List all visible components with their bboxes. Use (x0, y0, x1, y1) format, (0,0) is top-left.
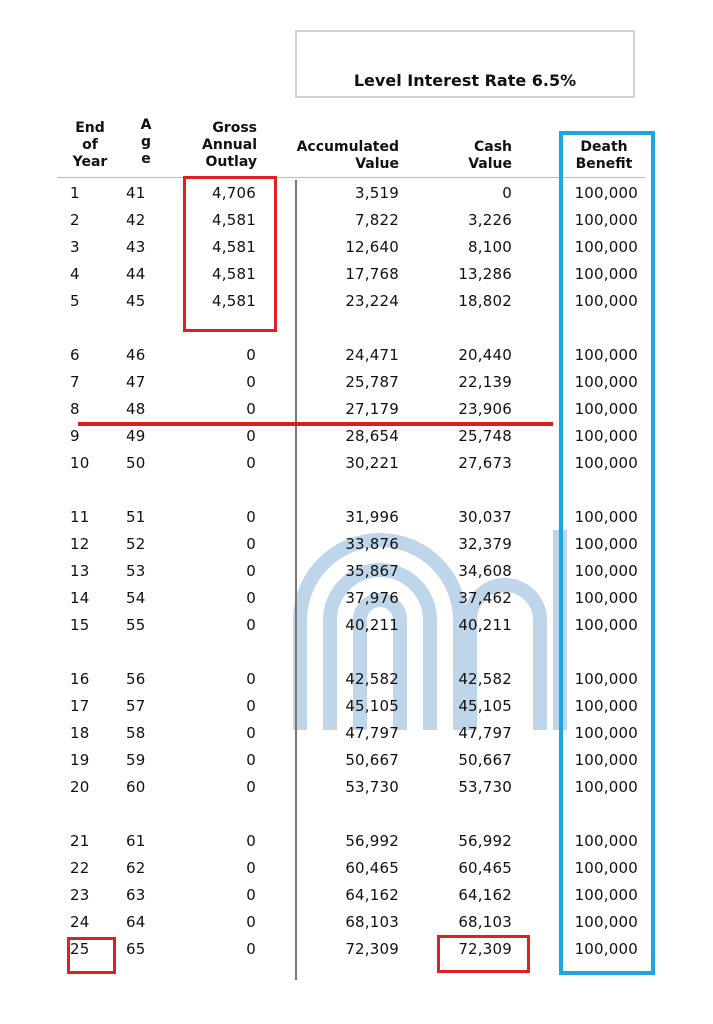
header-line: Death (580, 139, 628, 155)
cell-year: 4 (70, 265, 80, 283)
cell-accumulated: 47,797 (345, 724, 399, 742)
header-accumulated-value (288, 139, 399, 173)
cell-cash: 30,037 (458, 508, 512, 526)
cell-death: 100,000 (574, 454, 638, 472)
cell-cash: 72,309 (458, 940, 512, 958)
cell-age: 43 (126, 238, 146, 256)
cell-age: 57 (126, 697, 146, 715)
cell-cash: 18,802 (458, 292, 512, 310)
header-line: Cash (473, 139, 512, 155)
header-line: Gross (212, 120, 257, 136)
cell-age: 63 (126, 886, 146, 904)
cell-year: 16 (70, 670, 90, 688)
cell-outlay: 0 (246, 778, 256, 796)
red-underline (78, 422, 553, 426)
header-line: Value (468, 156, 512, 172)
cell-outlay: 4,581 (212, 211, 256, 229)
cell-outlay: 0 (246, 751, 256, 769)
cell-age: 41 (126, 184, 146, 202)
cell-cash: 8,100 (468, 238, 512, 256)
cell-age: 46 (126, 346, 146, 364)
cell-age: 64 (126, 913, 146, 931)
cell-cash: 47,797 (458, 724, 512, 742)
cell-outlay: 0 (246, 859, 256, 877)
cell-accumulated: 3,519 (355, 184, 399, 202)
header-line: Value (355, 156, 399, 172)
cell-death: 100,000 (574, 859, 638, 877)
cell-cash: 23,906 (458, 400, 512, 418)
cell-year: 15 (70, 616, 90, 634)
cell-age: 49 (126, 427, 146, 445)
cell-accumulated: 12,640 (345, 238, 399, 256)
cell-age: 65 (126, 940, 146, 958)
cell-death: 100,000 (574, 184, 638, 202)
cash-value-highlight-box (437, 935, 530, 973)
cell-outlay: 0 (246, 373, 256, 391)
cell-outlay: 0 (246, 724, 256, 742)
cell-accumulated: 50,667 (345, 751, 399, 769)
interest-rate-label: Level Interest Rate 6.5% (353, 71, 577, 90)
cell-death: 100,000 (574, 265, 638, 283)
cell-age: 44 (126, 265, 146, 283)
cell-death: 100,000 (574, 670, 638, 688)
cell-year: 25 (70, 940, 90, 958)
header-gross-annual-outlay (180, 120, 257, 171)
header-line: e (141, 151, 151, 167)
cell-accumulated: 28,654 (345, 427, 399, 445)
cell-age: 51 (126, 508, 146, 526)
cell-accumulated: 72,309 (345, 940, 399, 958)
cell-accumulated: 40,211 (345, 616, 399, 634)
cell-outlay: 0 (246, 535, 256, 553)
cell-death: 100,000 (574, 400, 638, 418)
cell-accumulated: 30,221 (345, 454, 399, 472)
cell-outlay: 0 (246, 562, 256, 580)
cell-outlay: 0 (246, 616, 256, 634)
cell-accumulated: 25,787 (345, 373, 399, 391)
cell-outlay: 0 (246, 940, 256, 958)
header-line: g (140, 134, 152, 150)
cell-accumulated: 60,465 (345, 859, 399, 877)
header-age (136, 117, 156, 168)
cell-year: 1 (70, 184, 80, 202)
cell-age: 62 (126, 859, 146, 877)
cell-accumulated: 35,867 (345, 562, 399, 580)
cell-death: 100,000 (574, 913, 638, 931)
cell-death: 100,000 (574, 211, 638, 229)
cell-accumulated: 27,179 (345, 400, 399, 418)
cell-death: 100,000 (574, 346, 638, 364)
cell-year: 22 (70, 859, 90, 877)
cell-cash: 50,667 (458, 751, 512, 769)
cell-year: 8 (70, 400, 80, 418)
header-line: Accumulated (296, 139, 399, 155)
cell-accumulated: 33,876 (345, 535, 399, 553)
cell-death: 100,000 (574, 238, 638, 256)
cell-outlay: 0 (246, 913, 256, 931)
cell-outlay: 4,581 (212, 292, 256, 310)
cell-age: 50 (126, 454, 146, 472)
death-benefit-highlight-box (559, 131, 655, 975)
cell-age: 56 (126, 670, 146, 688)
cell-year: 5 (70, 292, 80, 310)
header-divider (57, 177, 645, 178)
year-25-highlight-box (67, 937, 116, 974)
cell-year: 9 (70, 427, 80, 445)
cell-death: 100,000 (574, 751, 638, 769)
cell-outlay: 4,581 (212, 265, 256, 283)
header-end-of-year (62, 120, 118, 171)
cell-year: 19 (70, 751, 90, 769)
cell-cash: 0 (502, 184, 512, 202)
cell-year: 14 (70, 589, 90, 607)
cell-cash: 32,379 (458, 535, 512, 553)
header-line: Benefit (575, 156, 633, 172)
cell-age: 52 (126, 535, 146, 553)
column-divider (295, 180, 297, 980)
cell-age: 47 (126, 373, 146, 391)
cell-accumulated: 53,730 (345, 778, 399, 796)
cell-death: 100,000 (574, 589, 638, 607)
cell-outlay: 0 (246, 832, 256, 850)
header-line: Annual (202, 137, 257, 153)
cell-year: 3 (70, 238, 80, 256)
cell-death: 100,000 (574, 373, 638, 391)
cell-cash: 40,211 (458, 616, 512, 634)
cell-cash: 68,103 (458, 913, 512, 931)
cell-outlay: 0 (246, 346, 256, 364)
cell-death: 100,000 (574, 832, 638, 850)
cell-accumulated: 56,992 (345, 832, 399, 850)
header-line: Year (72, 154, 108, 170)
cell-outlay: 0 (246, 454, 256, 472)
cell-year: 7 (70, 373, 80, 391)
cell-accumulated: 17,768 (345, 265, 399, 283)
header-line: A (140, 117, 152, 133)
cell-cash: 45,105 (458, 697, 512, 715)
cell-accumulated: 64,162 (345, 886, 399, 904)
cell-death: 100,000 (574, 886, 638, 904)
cell-cash: 25,748 (458, 427, 512, 445)
cell-accumulated: 45,105 (345, 697, 399, 715)
cell-age: 54 (126, 589, 146, 607)
cell-outlay: 0 (246, 670, 256, 688)
cell-year: 21 (70, 832, 90, 850)
cell-outlay: 4,706 (212, 184, 256, 202)
cell-outlay: 0 (246, 697, 256, 715)
cell-year: 23 (70, 886, 90, 904)
cell-outlay: 0 (246, 508, 256, 526)
cell-cash: 42,582 (458, 670, 512, 688)
cell-cash: 22,139 (458, 373, 512, 391)
header-line: End (75, 120, 105, 136)
cell-death: 100,000 (574, 535, 638, 553)
cell-age: 61 (126, 832, 146, 850)
cell-outlay: 0 (246, 589, 256, 607)
cell-age: 58 (126, 724, 146, 742)
cell-accumulated: 37,976 (345, 589, 399, 607)
cell-cash: 37,462 (458, 589, 512, 607)
cell-death: 100,000 (574, 940, 638, 958)
cell-year: 12 (70, 535, 90, 553)
cell-age: 42 (126, 211, 146, 229)
cell-cash: 64,162 (458, 886, 512, 904)
cell-year: 13 (70, 562, 90, 580)
cell-cash: 20,440 (458, 346, 512, 364)
cell-cash: 3,226 (468, 211, 512, 229)
cell-accumulated: 7,822 (355, 211, 399, 229)
cell-year: 17 (70, 697, 90, 715)
cell-death: 100,000 (574, 697, 638, 715)
cell-death: 100,000 (574, 616, 638, 634)
outlay-highlight-box (183, 176, 277, 332)
header-line: of (82, 137, 98, 153)
cell-accumulated: 68,103 (345, 913, 399, 931)
cell-year: 2 (70, 211, 80, 229)
cell-year: 10 (70, 454, 90, 472)
cell-death: 100,000 (574, 292, 638, 310)
interest-rate-box (295, 30, 635, 98)
cell-accumulated: 23,224 (345, 292, 399, 310)
header-cash-value (440, 139, 512, 173)
cell-age: 55 (126, 616, 146, 634)
cell-death: 100,000 (574, 724, 638, 742)
cell-cash: 53,730 (458, 778, 512, 796)
cell-age: 45 (126, 292, 146, 310)
cell-death: 100,000 (574, 778, 638, 796)
header-line: Outlay (205, 154, 257, 170)
cell-outlay: 0 (246, 886, 256, 904)
cell-age: 53 (126, 562, 146, 580)
cell-year: 24 (70, 913, 90, 931)
cell-year: 6 (70, 346, 80, 364)
cell-year: 18 (70, 724, 90, 742)
cell-outlay: 0 (246, 427, 256, 445)
cell-cash: 27,673 (458, 454, 512, 472)
cell-outlay: 0 (246, 400, 256, 418)
cell-age: 59 (126, 751, 146, 769)
cell-cash: 13,286 (458, 265, 512, 283)
cell-cash: 60,465 (458, 859, 512, 877)
cell-age: 60 (126, 778, 146, 796)
cell-year: 11 (70, 508, 90, 526)
cell-year: 20 (70, 778, 90, 796)
cell-death: 100,000 (574, 562, 638, 580)
cell-accumulated: 31,996 (345, 508, 399, 526)
cell-death: 100,000 (574, 427, 638, 445)
cell-accumulated: 24,471 (345, 346, 399, 364)
cell-cash: 56,992 (458, 832, 512, 850)
cell-death: 100,000 (574, 508, 638, 526)
cell-cash: 34,608 (458, 562, 512, 580)
cell-accumulated: 42,582 (345, 670, 399, 688)
cell-outlay: 4,581 (212, 238, 256, 256)
cell-age: 48 (126, 400, 146, 418)
